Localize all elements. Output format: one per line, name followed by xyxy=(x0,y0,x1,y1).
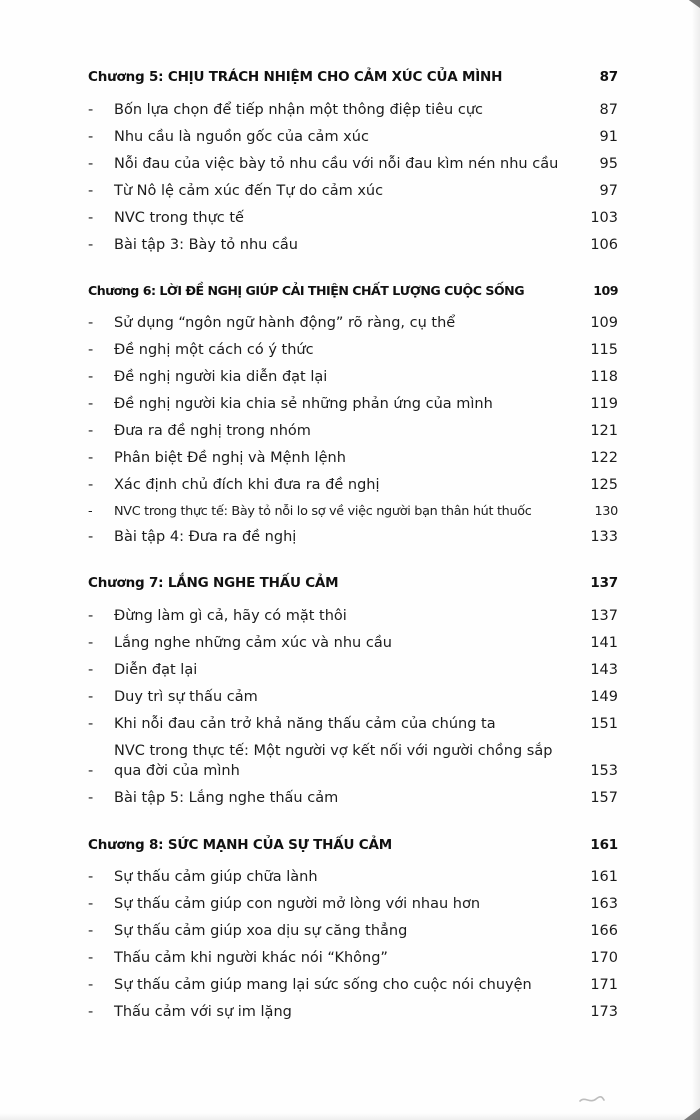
dash-bullet: - xyxy=(88,528,94,545)
chapter-page-number: 109 xyxy=(593,283,618,299)
chapter-heading xyxy=(88,68,618,88)
toc-item xyxy=(88,236,618,256)
toc-item-title: Bài tập 5: Lắng nghe thấu cảm xyxy=(114,789,339,806)
toc-item xyxy=(88,101,618,121)
toc-item-page-number: 95 xyxy=(599,155,618,172)
dash-bullet: - xyxy=(88,209,94,226)
toc-item xyxy=(88,688,618,708)
toc-item-page-number: 153 xyxy=(590,762,618,779)
toc-item-page-number: 119 xyxy=(590,395,618,412)
chapter-heading xyxy=(88,574,618,594)
toc-item-page-number: 122 xyxy=(590,450,618,466)
toc-item-title: NVC trong thực tế: Một người vợ kết nối với người chồng sắp qua đời của mình xyxy=(114,743,553,779)
toc-item-title: Bốn lựa chọn để tiếp nhận một thông điệp tiêu cực xyxy=(114,101,483,118)
toc-item-page-number: 106 xyxy=(590,236,618,253)
dash-bullet: - xyxy=(88,182,94,199)
toc-item xyxy=(88,422,618,442)
toc-item-title: Sử dụng “ngôn ngữ hành động” rõ ràng, cụ thể xyxy=(114,314,456,331)
toc-item xyxy=(88,661,618,681)
toc-item xyxy=(88,895,618,915)
toc-item-page-number: 137 xyxy=(590,608,618,625)
toc-item-title: Khi nỗi đau cản trở khả năng thấu cảm của chúng ta xyxy=(114,716,496,733)
toc-item-page-number: 166 xyxy=(590,923,618,940)
page-fold-mark xyxy=(578,1094,606,1106)
toc-item-title: Bài tập 3: Bày tỏ nhu cầu xyxy=(114,236,298,253)
chapter-page-number: 161 xyxy=(590,836,618,853)
toc-item xyxy=(88,1003,618,1023)
dash-bullet: - xyxy=(88,950,94,967)
dash-bullet: - xyxy=(88,422,94,439)
toc-item-page-number: 133 xyxy=(590,528,618,545)
toc-item-title: Sự thấu cảm giúp chữa lành xyxy=(114,869,318,886)
chapter-title: Chương 7: LẮNG NGHE THẤU CẢM xyxy=(88,575,339,592)
chapter-title: Chương 5: CHỊU TRÁCH NHIỆM CHO CẢM XÚC CỦA MÌNH xyxy=(88,69,503,85)
toc-item-page-number: 143 xyxy=(590,662,618,679)
toc-item-page-number: 171 xyxy=(590,977,618,994)
dash-bullet: - xyxy=(88,236,94,253)
dash-bullet: - xyxy=(88,896,94,913)
dash-bullet: - xyxy=(88,716,94,733)
toc-item-title: Diễn đạt lại xyxy=(114,662,198,679)
chapter-page-number: 137 xyxy=(590,575,618,592)
photo-corner-artifact-top-right xyxy=(686,0,700,8)
page-bottom-shadow xyxy=(0,1113,700,1120)
toc-item-title: NVC trong thực tế: Bày tỏ nỗi lo sợ về việc người bạn thân hút thuốc xyxy=(114,504,532,520)
chapter-page-number: 87 xyxy=(599,69,618,85)
toc-item xyxy=(88,503,618,520)
toc-chapter xyxy=(88,574,618,808)
dash-bullet: - xyxy=(88,395,94,412)
dash-bullet: - xyxy=(88,368,94,385)
toc-item xyxy=(88,314,618,334)
toc-item xyxy=(88,155,618,175)
toc-item xyxy=(88,715,618,735)
dash-bullet: - xyxy=(88,635,94,652)
chapter-heading xyxy=(88,282,618,300)
toc-item-title: Đề nghị người kia diễn đạt lại xyxy=(114,368,328,385)
toc-item-page-number: 173 xyxy=(590,1004,618,1021)
toc-item-title: Lắng nghe những cảm xúc và nhu cầu xyxy=(114,635,392,652)
toc-item-page-number: 121 xyxy=(590,422,618,439)
toc-item xyxy=(88,742,618,781)
dash-bullet: - xyxy=(88,689,94,706)
toc-item-page-number: 87 xyxy=(599,101,618,118)
dash-bullet: - xyxy=(88,314,94,331)
toc-item xyxy=(88,341,618,361)
toc-item-title: Sự thấu cảm giúp mang lại sức sống cho cuộc nói chuyện xyxy=(114,977,532,994)
toc-item-title: Đề nghị một cách có ý thức xyxy=(114,341,314,358)
toc-item-title: Xác định chủ đích khi đưa ra đề nghị xyxy=(114,477,380,494)
toc xyxy=(88,68,618,1030)
toc-item-title: Bài tập 4: Đưa ra đề nghị xyxy=(114,528,297,545)
dash-bullet: - xyxy=(88,504,93,520)
toc-chapter xyxy=(88,836,618,1023)
dash-bullet: - xyxy=(88,789,94,806)
toc-item xyxy=(88,607,618,627)
toc-item-page-number: 130 xyxy=(594,504,618,520)
toc-item-title: Duy trì sự thấu cảm xyxy=(114,689,258,706)
toc-item xyxy=(88,922,618,942)
dash-bullet: - xyxy=(88,762,94,779)
toc-item xyxy=(88,949,618,969)
toc-item-title: Sự thấu cảm giúp con người mở lòng với nhau hơn xyxy=(114,896,481,913)
dash-bullet: - xyxy=(88,1004,94,1021)
toc-item-page-number: 118 xyxy=(590,368,618,385)
toc-chapter xyxy=(88,68,618,255)
chapter-title: Chương 6: LỜI ĐỀ NGHỊ GIÚP CẢI THIỆN CHẤT LƯỢNG CUỘC SỐNG xyxy=(88,283,525,299)
dash-bullet: - xyxy=(88,128,94,145)
chapter-heading xyxy=(88,836,618,856)
toc-item-page-number: 163 xyxy=(590,896,618,913)
toc-item-page-number: 141 xyxy=(590,635,618,652)
toc-chapter xyxy=(88,282,618,547)
toc-item-title: Đừng làm gì cả, hãy có mặt thôi xyxy=(114,608,347,625)
page-edge-shadow xyxy=(692,0,700,1120)
toc-item-page-number: 97 xyxy=(599,182,618,199)
toc-item xyxy=(88,634,618,654)
toc-item xyxy=(88,395,618,415)
dash-bullet: - xyxy=(88,869,94,886)
toc-item-page-number: 109 xyxy=(590,314,618,331)
toc-item-title: Từ Nô lệ cảm xúc đến Tự do cảm xúc xyxy=(114,182,384,199)
toc-item xyxy=(88,128,618,148)
toc-item-page-number: 151 xyxy=(590,716,618,733)
photo-corner-artifact-bottom-right xyxy=(684,1108,700,1120)
toc-item xyxy=(88,449,618,469)
toc-item-title: NVC trong thực tế xyxy=(114,209,244,226)
toc-item-title: Thấu cảm với sự im lặng xyxy=(114,1004,292,1021)
dash-bullet: - xyxy=(88,450,94,466)
toc-item xyxy=(88,209,618,229)
toc-item-title: Đưa ra đề nghị trong nhóm xyxy=(114,422,311,439)
toc-item-title: Thấu cảm khi người khác nói “Không” xyxy=(114,950,388,967)
toc-item-page-number: 170 xyxy=(590,950,618,967)
toc-item xyxy=(88,868,618,888)
dash-bullet: - xyxy=(88,662,94,679)
dash-bullet: - xyxy=(88,101,94,118)
toc-item-page-number: 149 xyxy=(590,689,618,706)
dash-bullet: - xyxy=(88,477,94,494)
dash-bullet: - xyxy=(88,977,94,994)
toc-item-title: Nhu cầu là nguồn gốc của cảm xúc xyxy=(114,128,369,145)
chapter-title: Chương 8: SỨC MẠNH CỦA SỰ THẤU CẢM xyxy=(88,836,392,853)
toc-item-page-number: 161 xyxy=(590,869,618,886)
dash-bullet: - xyxy=(88,341,94,358)
toc-item xyxy=(88,789,618,809)
toc-item-title: Sự thấu cảm giúp xoa dịu sự căng thẳng xyxy=(114,923,408,940)
dash-bullet: - xyxy=(88,155,94,172)
toc-item-title: Phân biệt Đề nghị và Mệnh lệnh xyxy=(114,450,346,466)
toc-item xyxy=(88,368,618,388)
toc-item-page-number: 157 xyxy=(590,789,618,806)
dash-bullet: - xyxy=(88,608,94,625)
toc-item xyxy=(88,528,618,548)
toc-item xyxy=(88,476,618,496)
dash-bullet: - xyxy=(88,923,94,940)
toc-item-page-number: 125 xyxy=(590,477,618,494)
toc-item-page-number: 91 xyxy=(599,128,618,145)
toc-item-title: Nỗi đau của việc bày tỏ nhu cầu với nỗi đau kìm nén nhu cầu xyxy=(114,155,559,172)
toc-item xyxy=(88,976,618,996)
toc-item-page-number: 103 xyxy=(590,209,618,226)
toc-item-page-number: 115 xyxy=(590,341,618,358)
toc-item xyxy=(88,182,618,202)
toc-item-title: Đề nghị người kia chia sẻ những phản ứng của mình xyxy=(114,395,493,412)
